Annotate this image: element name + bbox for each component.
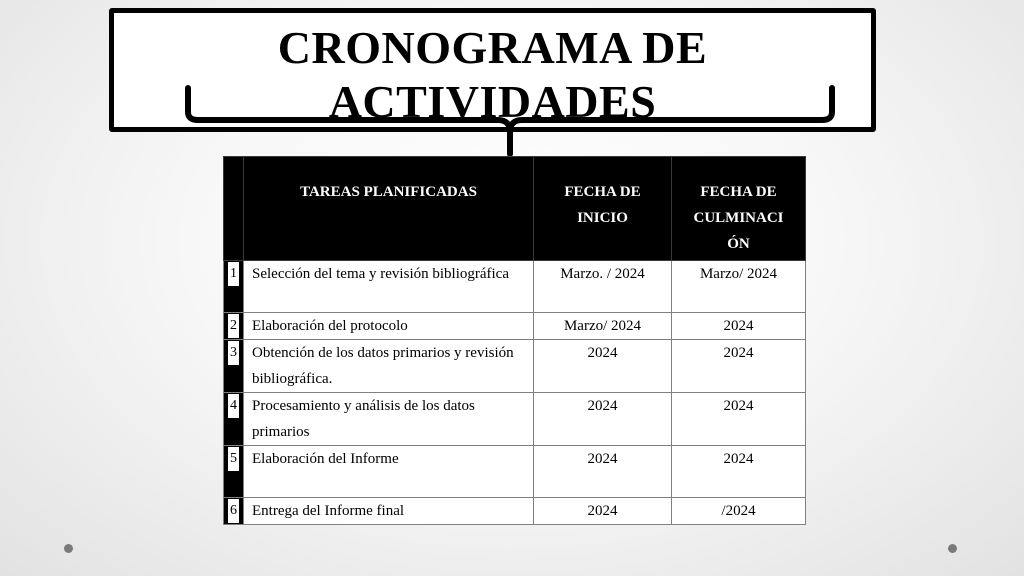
header-start-date — [534, 157, 672, 261]
row-number-cell — [224, 446, 244, 498]
start-date-cell: 2024 — [534, 393, 672, 446]
table-row — [224, 498, 806, 525]
row-number-cell — [224, 340, 244, 393]
title-line-1: CRONOGRAMA DE — [277, 22, 708, 73]
slide-bullet-right — [948, 544, 957, 553]
end-date-cell: Marzo/ 2024 — [672, 261, 806, 313]
task-cell: Entrega del Informe final — [244, 498, 534, 525]
end-date-cell: 2024 — [672, 313, 806, 340]
table-header-row — [224, 157, 806, 261]
start-date-cell: 2024 — [534, 446, 672, 498]
header-end-date — [672, 157, 806, 261]
curly-brace-decoration — [180, 82, 840, 162]
header-start-line-1: FECHA DE — [564, 184, 641, 200]
task-cell: Elaboración del protocolo — [244, 313, 534, 340]
row-number-cell — [224, 313, 244, 340]
header-end-line-3: ÓN — [727, 236, 750, 252]
start-date-cell: Marzo/ 2024 — [534, 313, 672, 340]
end-date-cell: 2024 — [672, 393, 806, 446]
row-number-cell — [224, 393, 244, 446]
title-line-2: ACTIVIDADES — [328, 76, 657, 127]
task-cell: Obtención de los datos primarios y revisión bibliográfica. — [244, 340, 534, 393]
row-number: 3 — [228, 341, 239, 365]
row-number: 4 — [228, 394, 239, 418]
table-row — [224, 261, 806, 313]
header-end-line-1: FECHA DE — [700, 184, 777, 200]
start-date-cell: 2024 — [534, 498, 672, 525]
task-cell: Selección del tema y revisión bibliográfica — [244, 261, 534, 313]
header-task — [244, 157, 534, 261]
header-task-label: TAREAS PLANIFICADAS — [300, 184, 477, 200]
row-number: 2 — [228, 314, 239, 338]
table-row — [224, 313, 806, 340]
header-end-line-2: CULMINACI — [693, 210, 784, 226]
task-cell: Procesamiento y análisis de los datos primarios — [244, 393, 534, 446]
end-date-cell: /2024 — [672, 498, 806, 525]
row-number: 1 — [228, 262, 239, 286]
table-row — [224, 446, 806, 498]
start-date-cell: 2024 — [534, 340, 672, 393]
task-cell: Elaboración del Informe — [244, 446, 534, 498]
activity-schedule-table — [223, 156, 806, 525]
slide-bullet-left — [64, 544, 73, 553]
row-number-cell — [224, 498, 244, 525]
row-number: 5 — [228, 447, 239, 471]
header-start-line-2: INICIO — [577, 210, 628, 226]
table-row — [224, 393, 806, 446]
table-row — [224, 340, 806, 393]
header-number-cell — [224, 157, 244, 261]
end-date-cell: 2024 — [672, 446, 806, 498]
start-date-cell: Marzo. / 2024 — [534, 261, 672, 313]
end-date-cell: 2024 — [672, 340, 806, 393]
row-number: 6 — [228, 499, 239, 523]
row-number-cell — [224, 261, 244, 313]
